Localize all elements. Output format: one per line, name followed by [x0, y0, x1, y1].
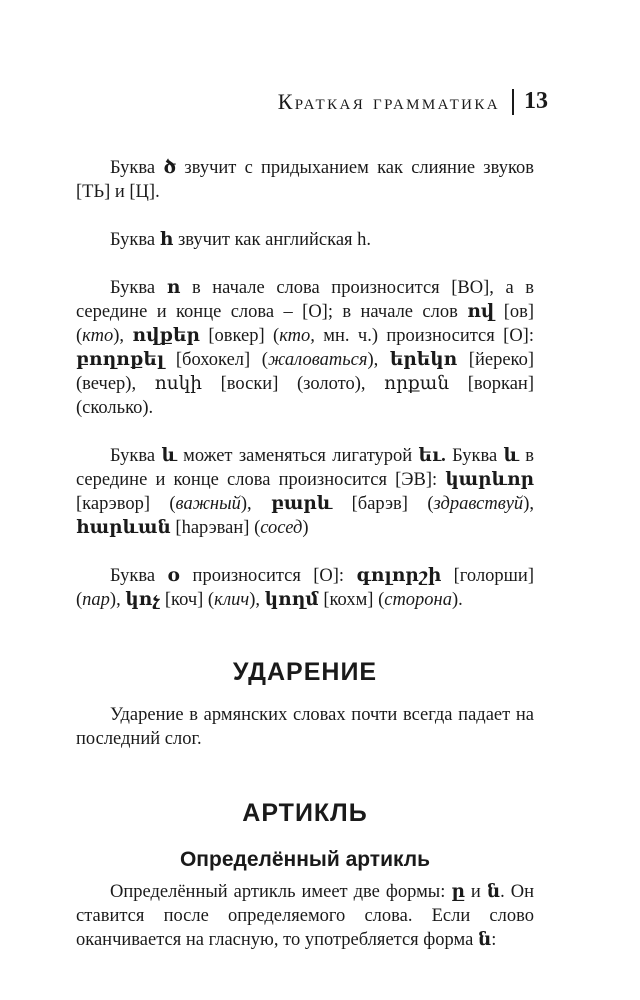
- armenian-ligature: եւ.: [418, 446, 446, 466]
- subheading-definite-article: Определённый артикль: [179, 848, 431, 871]
- armenian-word: ով: [467, 302, 495, 322]
- paragraph-letter-o: Буква օ произносится [О]: գոլորշի [голорши] (пар), կոչ [коч] (клич), կողմ [кохм] (сторона).: [76, 566, 534, 610]
- armenian-letter: հ: [159, 230, 174, 250]
- armenian-word: գոլորշի: [356, 566, 442, 586]
- armenian-word: երեկո: [389, 350, 458, 370]
- paragraph-stress: Ударение в армянских словах почти всегда падает на последний слог.: [76, 705, 534, 749]
- armenian-word: կոչ: [125, 590, 161, 610]
- paragraph-letter-h: Буква հ звучит как английская h.: [110, 230, 372, 250]
- page-number: 13: [524, 88, 548, 114]
- header-divider: [512, 89, 514, 115]
- armenian-letter: և: [161, 446, 177, 466]
- armenian-word: ովքեր: [132, 326, 200, 346]
- paragraph-definite-article: Определённый артикль имеет две формы: ը и ն. Он ставится после определяемого слова. Если слово оканчивается на гласную, то употребляется форма ն:: [76, 882, 535, 950]
- paragraph-letter-vo: Буква ո в начале слова произносится [ВО], а в середине и конце слова – [О]; в начале слов ով [ов] (кто), ովքեր [овкер] (кто, мн. ч.) произносится [О]: բողոքել [бохокел] (жаловаться), երեկո [йереко] (вечер), ոսկի [воски] (золото), որքան [воркан] (сколько).: [76, 278, 535, 418]
- armenian-word: բողոքել: [76, 350, 165, 370]
- armenian-word: կարևոր: [445, 470, 534, 490]
- armenian-letter: ծ: [163, 158, 177, 178]
- section-heading-stress: УДАРЕНИЕ: [232, 658, 378, 686]
- armenian-letter: ն: [486, 882, 501, 902]
- page-body: [76, 156, 534, 952]
- armenian-letter: ն: [477, 930, 492, 950]
- paragraph-letter-ts: Буква ծ звучит с придыханием как слияние звуков [ТЬ] и [Ц].: [76, 158, 534, 202]
- armenian-letter: օ: [167, 566, 181, 586]
- armenian-word: բարև: [271, 494, 333, 514]
- running-header: [278, 88, 548, 115]
- armenian-word: հարևան: [76, 518, 171, 538]
- paragraph-letter-ev: Буква և может заменяться лигатурой եւ. Буква և в середине и конце слова произносится [ЭВ]: կարևոր [карэвор] (важный), բարև [барэв] (здравствуй), հարևան [hарэван] (сосед): [76, 446, 534, 538]
- armenian-letter: ո: [166, 278, 181, 298]
- armenian-letter: և: [503, 446, 519, 466]
- section-heading-article: АРТИКЛЬ: [242, 799, 368, 827]
- armenian-word: կողմ: [264, 590, 319, 610]
- armenian-letter: ը: [451, 882, 465, 902]
- running-header-title: Краткая грамматика: [277, 88, 500, 114]
